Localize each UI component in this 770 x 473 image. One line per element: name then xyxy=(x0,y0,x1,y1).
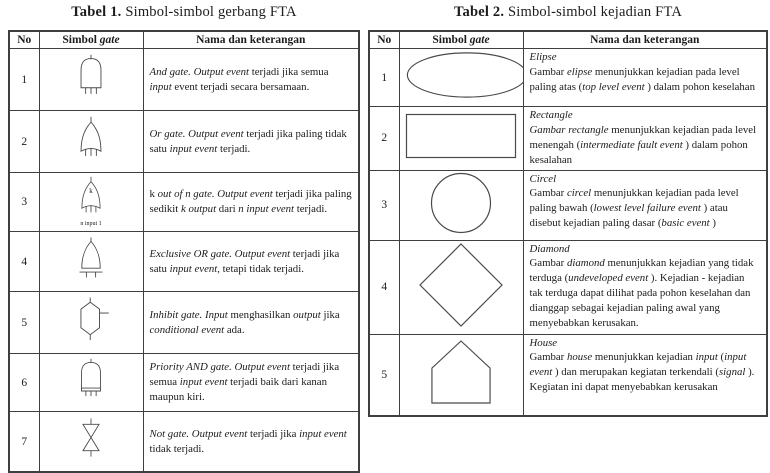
symbol-cell xyxy=(39,412,143,473)
table2-header-row xyxy=(369,31,767,49)
row-description xyxy=(523,334,767,416)
event-name: House xyxy=(529,336,558,349)
table1-header-row xyxy=(9,31,359,49)
priority-and-gate-icon xyxy=(69,392,113,409)
ellipse-icon xyxy=(404,87,524,104)
symbol-cell xyxy=(39,354,143,412)
row-description xyxy=(523,107,767,171)
symbol-cell xyxy=(399,240,523,334)
xor-gate-icon xyxy=(68,272,114,289)
row-description: Priority AND gate. Output event terjadi jika semua input event terjadi baik dari kanan maupun kiri. xyxy=(143,354,359,412)
symbol-cell xyxy=(39,292,143,354)
row-number: 5 xyxy=(9,292,39,354)
table2-row-diamond xyxy=(369,240,767,334)
symbol-cell xyxy=(399,107,523,171)
table2-row-rectangle xyxy=(369,107,767,171)
symbol-cell xyxy=(399,49,523,107)
table2-section xyxy=(368,2,768,417)
diamond-icon xyxy=(418,315,504,332)
row-number: 6 xyxy=(9,354,39,412)
gate-input-label: n input 1 xyxy=(80,221,102,227)
row-description: Inhibit gate. Input menghasilkan output jika conditional event ada. xyxy=(143,292,359,354)
row-description: And gate. Output event terjadi jika semua input event terjadi secara bersamaan. xyxy=(143,49,359,111)
table2-title: Tabel 2. Simbol-simbol kejadian FTA xyxy=(453,4,683,20)
table1-row-or-gate xyxy=(9,111,359,173)
event-description: Gambar diamond menunjukkan kejadian yang tidak terduga (undeveloped event ). Kejadian - kejadian tak terduga dapat dilihat pada pohon keselahan dan dianggap sebagai kejadian paling awal yang menyebabkan kerusakan. xyxy=(529,257,754,330)
event-name: Circel xyxy=(529,172,557,185)
house-icon xyxy=(430,392,492,409)
row-description: k out of n gate. Output event terjadi jika paling sedikit k output dari n input event terjadi. xyxy=(143,173,359,232)
table2-row-house xyxy=(369,334,767,416)
row-description xyxy=(523,49,767,107)
row-number: 4 xyxy=(9,232,39,292)
gate-k-label: k xyxy=(89,187,93,195)
and-gate-icon xyxy=(68,91,114,108)
not-gate-icon xyxy=(69,452,113,469)
row-description xyxy=(523,240,767,334)
row-number: 2 xyxy=(369,107,399,171)
table1-header-simbol-gate: Simbol gate xyxy=(39,31,143,49)
table2-header-simbol-gate: Simbol gate xyxy=(399,31,523,49)
table1-header-no: No xyxy=(9,31,39,49)
table2-header-no: No xyxy=(369,31,399,49)
row-description: Or gate. Output event terjadi jika paling tidak satu input event terjadi. xyxy=(143,111,359,173)
table1-section xyxy=(8,2,360,473)
row-number: 1 xyxy=(369,49,399,107)
row-number: 4 xyxy=(369,240,399,334)
symbol-cell xyxy=(39,173,143,232)
row-description: Exclusive OR gate. Output event terjadi jika satu input event, tetapi tidak terjadi. xyxy=(143,232,359,292)
symbol-cell xyxy=(399,334,523,416)
table1-row-k-out-of-n-gate xyxy=(9,173,359,232)
circle-icon xyxy=(430,221,492,238)
symbol-cell xyxy=(39,111,143,173)
event-description: Gambar circel menunjukkan kejadian pada level paling bawah (lowest level failure event ) atau disebut kejadian paling dasar (basic event ) xyxy=(529,187,739,230)
table1-row-not-gate xyxy=(9,412,359,473)
row-number: 7 xyxy=(9,412,39,473)
table2-row-ellipse xyxy=(369,49,767,107)
inhibit-gate-icon xyxy=(67,334,115,351)
table1-row-and-gate xyxy=(9,49,359,111)
event-name: Diamond xyxy=(529,242,570,255)
rectangle-icon xyxy=(405,146,517,163)
event-description: Gambar rectangle menunjukkan kejadian pada level menengah (intermediate fault event ) dalam pohon kesalahan xyxy=(529,123,757,166)
table2-kejadian-fta xyxy=(368,30,768,417)
or-gate-icon xyxy=(68,153,114,170)
symbol-cell xyxy=(39,232,143,292)
symbol-cell xyxy=(399,170,523,240)
row-number: 3 xyxy=(369,170,399,240)
row-description xyxy=(523,170,767,240)
table1-header-nama: Nama dan keterangan xyxy=(143,31,359,49)
table1-title: Tabel 1. Simbol-simbol gerbang FTA xyxy=(71,4,297,20)
event-name: Rectangle xyxy=(529,109,573,121)
row-number: 5 xyxy=(369,334,399,416)
table1-row-inhibit-gate xyxy=(9,292,359,354)
row-number: 2 xyxy=(9,111,39,173)
symbol-cell xyxy=(39,49,143,111)
row-number: 3 xyxy=(9,173,39,232)
row-number: 1 xyxy=(9,49,39,111)
table1-row-priority-and-gate xyxy=(9,354,359,412)
table1-gerbang-fta xyxy=(8,30,360,473)
event-description: Gambar house menunjukkan kejadian input (input event ) dan merupakan kegiatan terkendali (signal ). Kegiatan ini dapat menyebabkan kerusakan xyxy=(529,351,755,394)
event-name: Elipse xyxy=(529,51,557,63)
table2-header-nama: Nama dan keterangan xyxy=(523,31,767,49)
table1-row-xor-gate xyxy=(9,232,359,292)
row-description: Not gate. Output event terjadi jika input event tidak terjadi. xyxy=(143,412,359,473)
table2-row-circle xyxy=(369,170,767,240)
event-description: Gambar elipse menunjukkan kejadian pada level paling atas (top level event ) dalam pohon keselahan xyxy=(529,65,755,93)
